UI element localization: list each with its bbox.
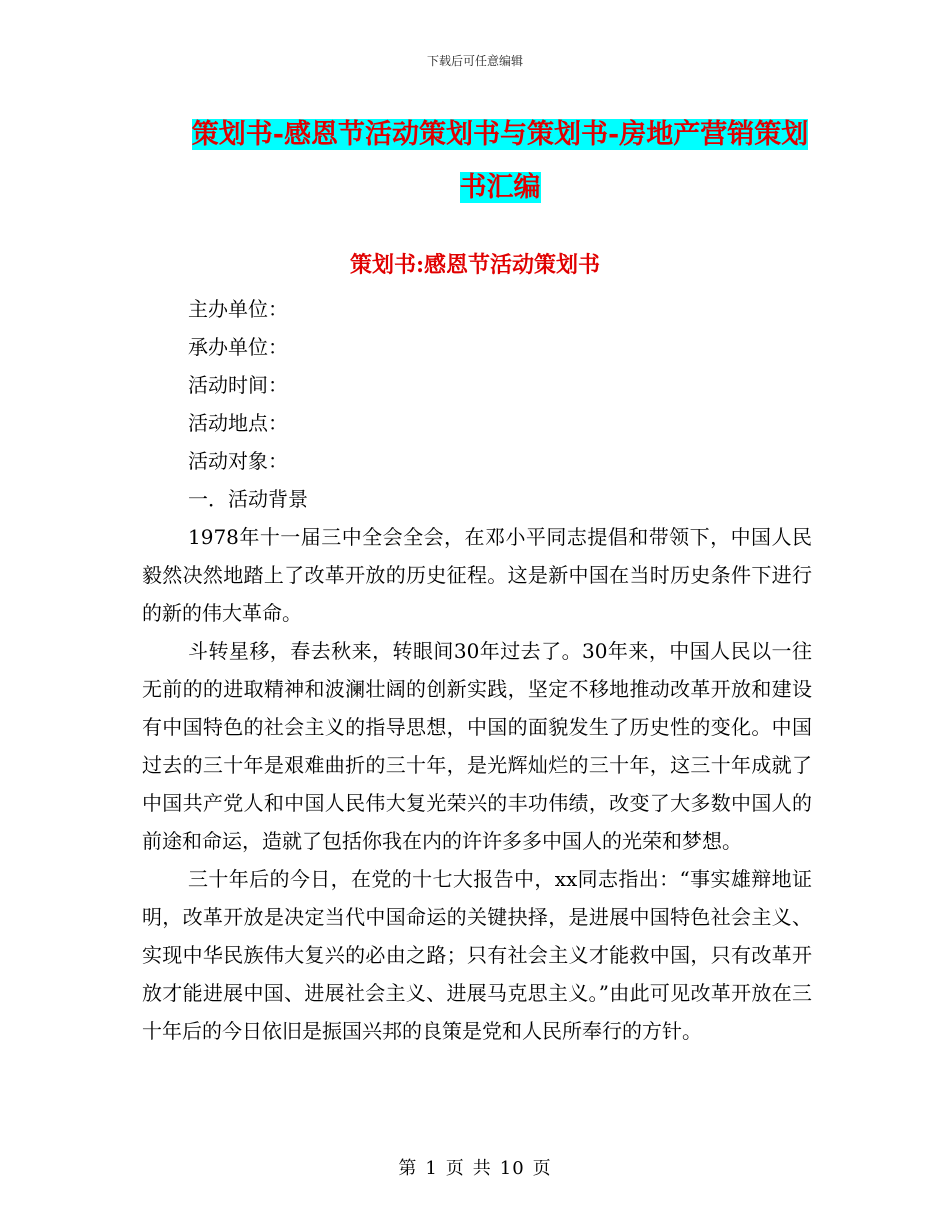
section-title: 策划书:感恩节活动策划书 [349, 252, 601, 278]
document-title-text: 策划书-感恩节活动策划书与策划书-房地产营销策划书汇编 [191, 119, 809, 203]
footer-page-number: 1 [425, 1158, 438, 1179]
header-note: 下载后可任意编辑 [426, 54, 523, 68]
page-footer [0, 1154, 950, 1180]
field-co-organizer: 承办单位： [188, 335, 288, 359]
footer-total-pages: 10 [499, 1158, 525, 1179]
document-title [190, 108, 810, 214]
field-activity-location: 活动地点： [188, 411, 288, 435]
document-body [142, 290, 812, 1050]
heading-activity-background: 一．活动背景 [188, 487, 308, 511]
footer-total-label: 共 [472, 1158, 492, 1179]
field-organizer: 主办单位： [188, 297, 288, 321]
footer-page-label: 页 [445, 1158, 465, 1179]
field-activity-time: 活动时间： [188, 373, 288, 397]
field-activity-audience: 活动对象： [188, 449, 288, 473]
footer-prefix: 第 [398, 1158, 418, 1179]
paragraph-2: 斗转星移，春去秋来，转眼间30年过去了。30年来，中国人民以一往无前的的进取精神和波澜壮阔的创新实践，坚定不移地推动改革开放和建设有中国特色的社会主义的指导思想，中国的面貌发生了历史性的变化。中国过去的三十年是艰难曲折的三十年，是光辉灿烂的三十年，这三十年成就了中国共产党人和中国人民伟大复光荣兴的丰功伟绩，改变了大多数中国人的前途和命运，造就了包括你我在内的许许多多中国人的光荣和梦想。 [142, 639, 812, 853]
paragraph-1: 1978年十一届三中全会全会，在邓小平同志提倡和带领下，中国人民毅然决然地踏上了改革开放的历史征程。这是新中国在当时历史条件下进行的新的伟大革命。 [142, 525, 812, 625]
paragraph-3: 三十年后的今日，在党的十七大报告中，xx同志指出：“事实雄辩地证明，改革开放是决定当代中国命运的关键抉择，是进展中国特色社会主义、实现中华民族伟大复兴的必由之路；只有社会主义才能救中国，只有改革开放才能进展中国、进展社会主义、进展马克思主义。”由此可见改革开放在三十年后的今日依旧是振国兴邦的良策是党和人民所奉行的方针。 [142, 867, 812, 1043]
footer-suffix: 页 [532, 1158, 552, 1179]
